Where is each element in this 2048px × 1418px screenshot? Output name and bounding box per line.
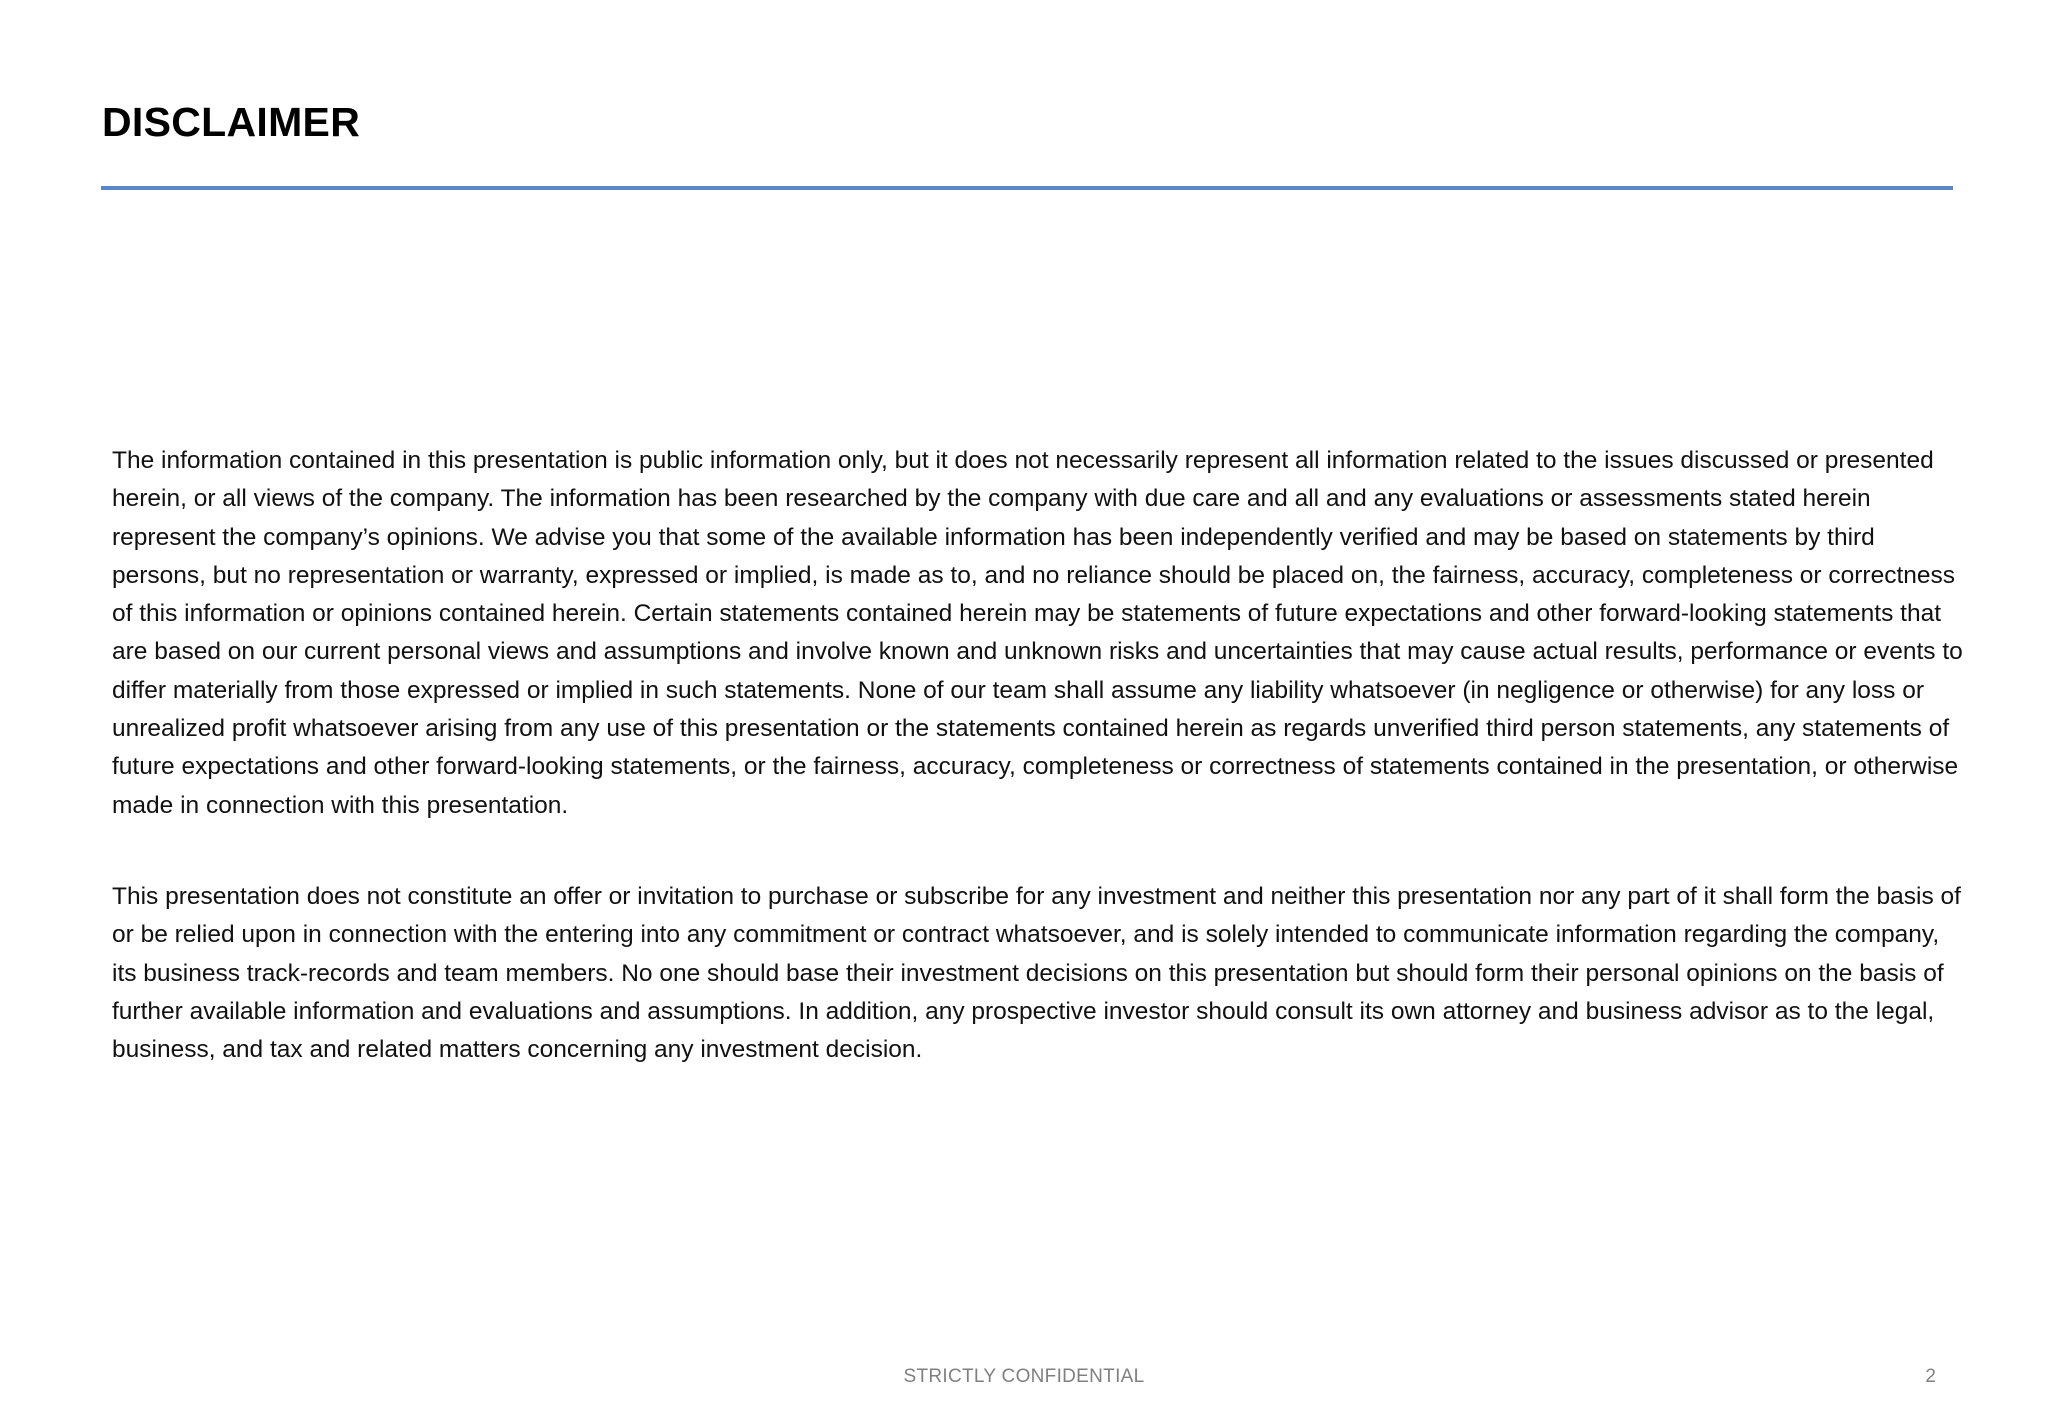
disclaimer-paragraph-2: This presentation does not constitute an offer or invitation to purchase or subscribe for any investment and neither this presentation nor any part of it shall form the basis of or be relied upon in connection with the entering into any commitment or contract whatsoever, and is solely intended to communicate information regarding the company, its business track-records and team members. No one should base their investment decisions on this presentation but should form their personal opinions on the basis of further available information and evaluations and assumptions. In addition, any prospective investor should consult its own attorney and business advisor as to the legal, business, and tax and related matters concerning any investment decision. bbox=[112, 882, 1961, 1064]
disclaimer-body bbox=[112, 442, 1966, 1069]
disclaimer-paragraph-1: The information contained in this presentation is public information only, but it does not necessarily represent all information related to the issues discussed or presented herein, or all views of the company. The information has been researched by the company with due care and all and any evaluations or assessments stated herein represent the company’s opinions. We advise you that some of the available information has been independently verified and may be based on statements by third persons, but no representation or warranty, expressed or implied, is made as to, and no reliance should be placed on, the fairness, accuracy, completeness or correctness of this information or opinions contained herein. Certain statements contained herein may be statements of future expectations and other forward-looking statements that are based on our current personal views and assumptions and involve known and unknown risks and uncertainties that may cause actual results, performance or events to differ materially from those expressed or implied in such statements. None of our team shall assume any liability whatsoever (in negligence or otherwise) for any loss or unrealized profit whatsoever arising from any use of this presentation or the statements contained herein as regards unverified third person statements, any statements of future expectations and other forward-looking statements, or the fairness, accuracy, completeness or correctness of statements contained in the presentation, or otherwise made in connection with this presentation. bbox=[112, 447, 1963, 819]
footer-confidential-label: STRICTLY CONFIDENTIAL bbox=[903, 1366, 1145, 1387]
title-divider bbox=[101, 186, 1953, 190]
page-title: DISCLAIMER bbox=[102, 99, 361, 145]
page-number: 2 bbox=[1925, 1366, 1936, 1387]
